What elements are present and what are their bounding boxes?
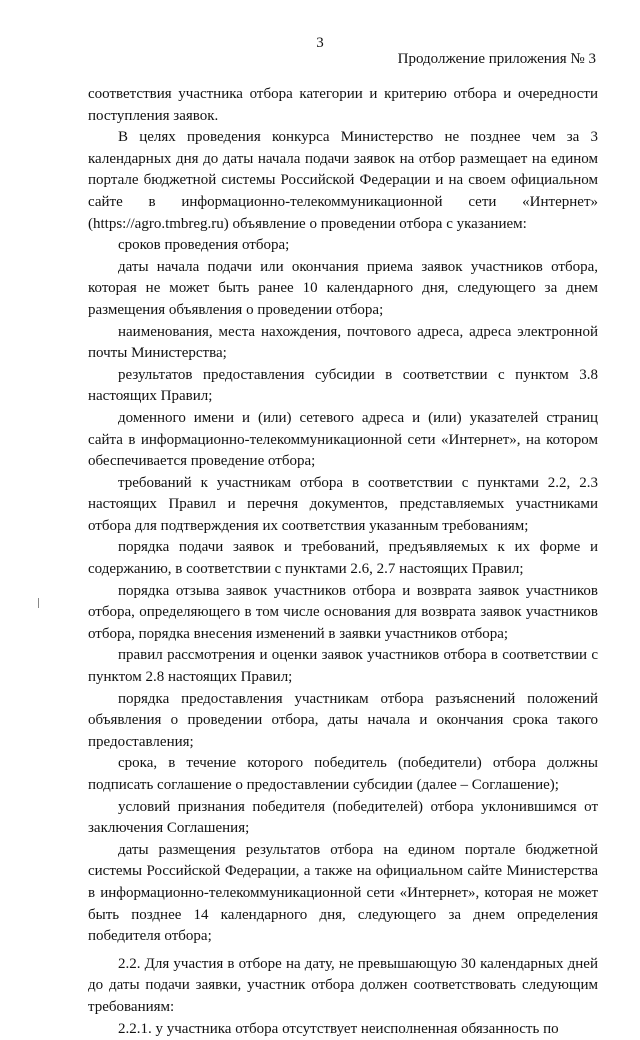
paragraph-section-2-2-1: 2.2.1. у участника отбора отсутствует неисполненная обязанность по <box>118 1020 559 1037</box>
appendix-continuation-note: Продолжение приложения № 3 <box>397 51 596 67</box>
list-item-selection-deadlines: сроков проведения отбора; <box>118 237 290 254</box>
list-item-evasion-conditions: условий признания победителя (победителей) отбора уклонившимся от заключения Соглашения; <box>88 798 598 837</box>
list-item-application-dates: даты начала подачи или окончания приема заявок участников отбора, которая не может быть ранее 10 календарного дня, следующего за днем размещения объявления о проведении отбора; <box>88 258 598 318</box>
list-item-subsidy-results: результатов предоставления субсидии в соответствии с пунктом 3.8 настоящих Правил; <box>88 366 598 405</box>
document-body <box>88 84 598 1040</box>
list-item-results-publication: даты размещения результатов отбора на едином портале бюджетной системы Российской Федерации, а также на официальном сайте Министерства в информационно-телекоммуникационной сети «Интернет», которая не может быть позднее 14 календарного дня, следующего за днем определения победителя отбора; <box>88 841 598 945</box>
paragraph-section-2-2: 2.2. Для участия в отборе на дату, не превышающую 30 календарных дней до даты подачи заявки, участник отбора должен соответствовать следующим требованиям: <box>88 955 598 1015</box>
paragraph-continuation: соответствия участника отбора категории и критерию отбора и очередности поступления заявок. <box>88 86 598 124</box>
list-item-domain-name: доменного имени и (или) сетевого адреса и (или) указателей страниц сайта в информационно-телекоммуникационной сети «Интернет», на котором обеспечивается проведение отбора; <box>88 409 598 470</box>
list-item-agreement-deadline: срока, в течение которого победитель (победители) отбора должны подписать соглашение о предоставлении субсидии (далее – Соглашение); <box>88 755 598 793</box>
margin-mark <box>38 598 39 608</box>
list-item-evaluation-rules: правил рассмотрения и оценки заявок участников отбора в соответствии с пунктом 2.8 настоящих Правил; <box>88 647 598 686</box>
list-item-clarifications: порядка предоставления участникам отбора разъяснений положений объявления о проведении отбора, даты начала и окончания срока такого предоставления; <box>88 690 598 750</box>
list-item-ministry-contacts: наименования, места нахождения, почтового адреса, адреса электронной почты Министерства; <box>88 323 598 362</box>
list-item-application-procedure: порядка подачи заявок и требований, предъявляемых к их форме и содержанию, в соответствии с пунктами 2.6, 2.7 настоящих Правил; <box>88 539 598 578</box>
paragraph-announcement-intro: В целях проведения конкурса Министерство не позднее чем за 3 календарных дня до даты начала подачи заявок на отбор размещает на едином портале бюджетной системы Российской Федерации и на своем официальном сайте в информационно-телекоммуникационной сети «Интернет» (https://agro.tmbreg.ru) объявление о проведении отбора с указанием: <box>88 129 598 232</box>
list-item-participant-requirements: требований к участникам отбора в соответствии с пунктами 2.2, 2.3 настоящих Правил и перечня документов, представляемых участниками отбора для подтверждения их соответствия указанным требованиям; <box>88 474 598 534</box>
page-number: 3 <box>316 35 324 51</box>
list-item-withdrawal-procedure: порядка отзыва заявок участников отбора и возврата заявок участников отбора, определяющего в том числе основания для возврата заявок участников отбора, порядка внесения изменений в заявки участников отбора; <box>88 582 598 642</box>
